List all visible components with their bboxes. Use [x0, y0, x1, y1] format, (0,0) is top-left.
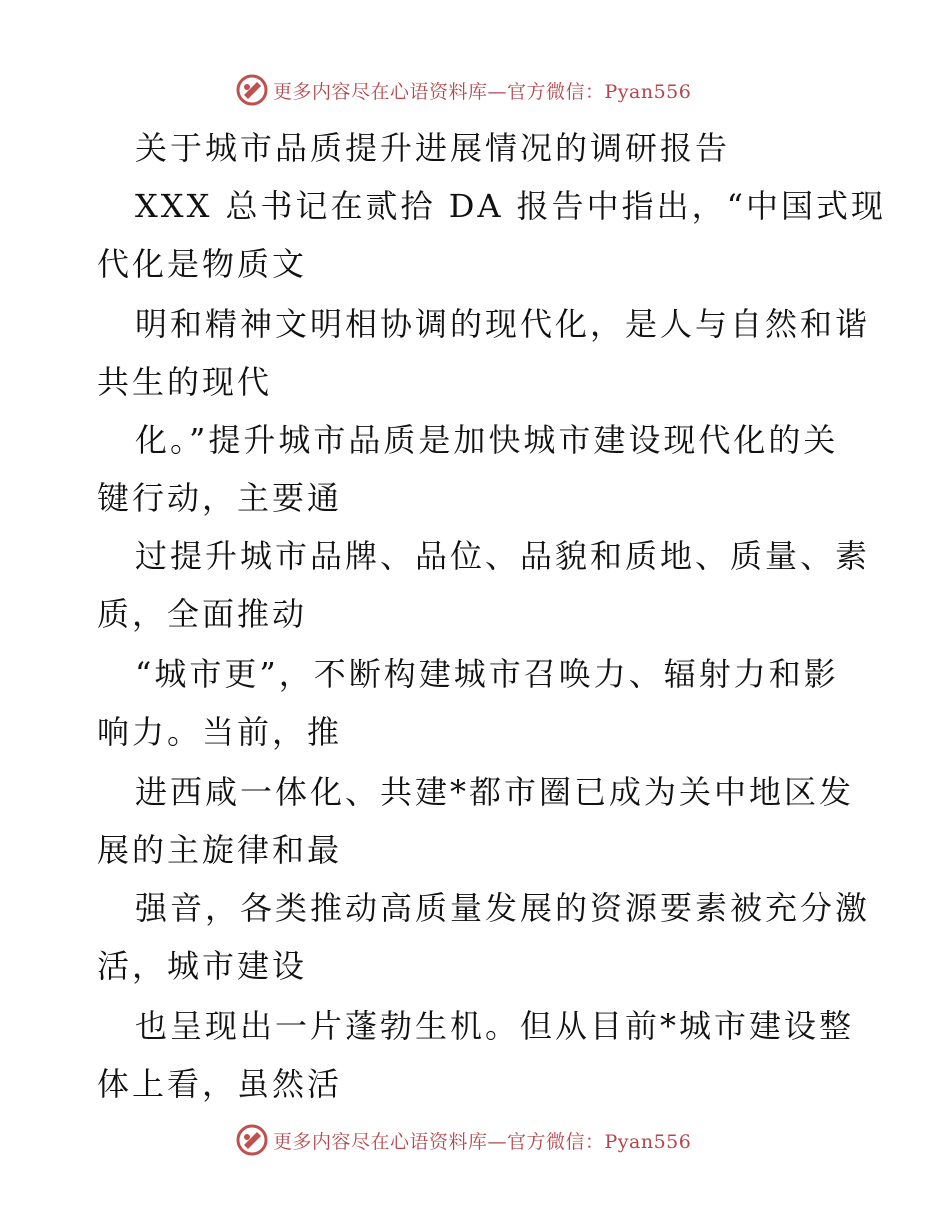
paragraph-line: 化。”提升城市品质是加快城市建设现代化的关 — [135, 421, 839, 459]
header-watermark — [235, 72, 691, 108]
paragraph-line: 也呈现出一片蓬勃生机。但从目前*城市建设整 — [135, 1007, 855, 1045]
document-title: 关于城市品质提升进展情况的调研报告 — [135, 129, 731, 167]
paragraph-line: 明和精神文明相协调的现代化，是人与自然和谐 — [135, 305, 871, 343]
paragraph-line: 共生的现代 — [97, 363, 273, 401]
paragraph-line: 代化是物质文 — [97, 245, 308, 283]
watermark-text: 更多内容尽在心语资料库—官方微信：Pyan556 — [273, 1130, 692, 1153]
paragraph-line: 体上看，虽然活 — [97, 1065, 343, 1103]
paragraph-line: 键行动，主要通 — [97, 479, 343, 517]
paragraph-line: 质，全面推动 — [97, 595, 308, 633]
paragraph-line: 响力。当前，推 — [97, 713, 343, 751]
paragraph-line: “城市更”，不断构建城市召唤力、辐射力和影 — [135, 655, 839, 693]
watermark-text: 更多内容尽在心语资料库—官方微信：Pyan556 — [273, 80, 692, 103]
paragraph-line: 进西咸一体化、共建*都市圈已成为关中地区发 — [135, 773, 855, 811]
logo-icon — [235, 1123, 269, 1157]
paragraph-line: 强音，各类推动高质量发展的资源要素被充分激 — [135, 889, 871, 927]
paragraph-line: 展的主旋律和最 — [97, 831, 343, 869]
paragraph-line: 活，城市建设 — [97, 947, 308, 985]
logo-icon — [235, 73, 269, 107]
footer-watermark — [235, 1122, 691, 1158]
paragraph-line: 过提升城市品牌、品位、品貌和质地、质量、素 — [135, 537, 871, 575]
paragraph-line: XXX 总书记在贰拾 DA 报告中指出，“中国式现 — [135, 187, 886, 225]
